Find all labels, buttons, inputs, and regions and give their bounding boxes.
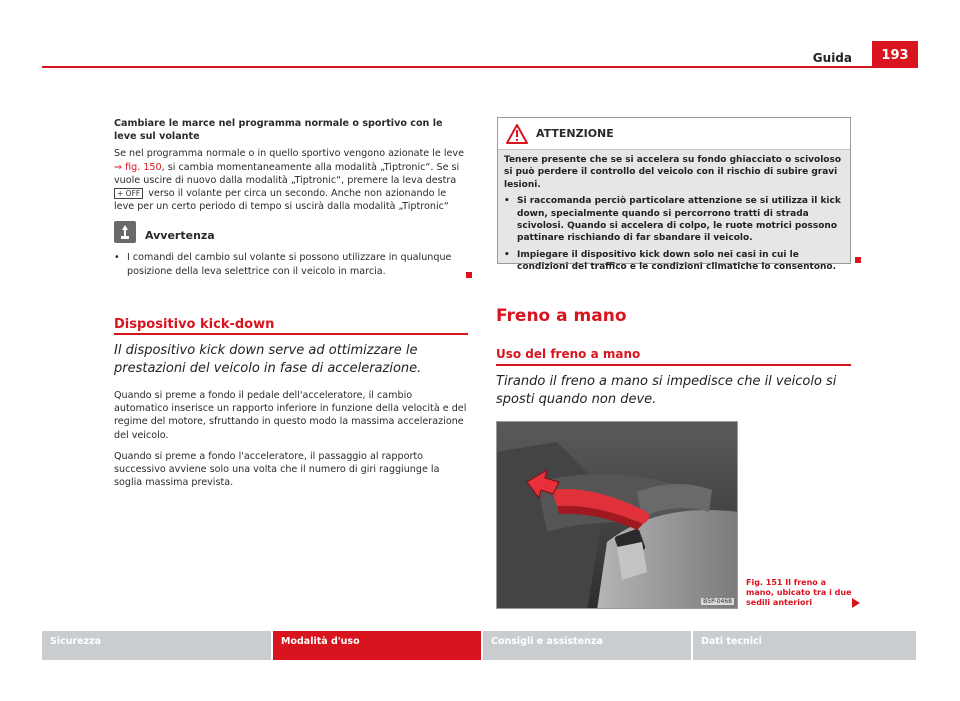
left-column	[114, 117, 468, 278]
footer-tab-modalita-uso[interactable]: Modalità d'uso	[273, 631, 481, 660]
paddle-text-2: , si cambia momentaneamente alla modalità „Tiptronic“. Se si vuole uscire di nuovo dalla modalità „Tiptronic“, premere la leva destra	[114, 161, 460, 186]
handbrake-illustration	[497, 422, 738, 609]
fig-150-link[interactable]: ⇒ fig. 150	[114, 161, 162, 173]
paddle-text-1: Se nel programma normale o in quello sportivo vengono azionate le leve	[114, 148, 465, 160]
warning-triangle-icon	[506, 124, 528, 144]
note-header	[114, 221, 468, 243]
page-number: 193	[872, 41, 918, 68]
header-rule	[42, 66, 918, 68]
paddle-heading: Cambiare le marce nel programma normale o sportivo con le leve sul volante	[114, 118, 443, 143]
footer-tab-dati-tecnici[interactable]: Dati tecnici	[693, 631, 916, 660]
footer-tab-consigli[interactable]: Consigli e assistenza	[483, 631, 691, 660]
end-mark-icon	[466, 272, 472, 278]
handbrake-photo	[496, 421, 738, 609]
kickdown-rule	[114, 333, 468, 335]
figure-caption: Fig. 151 Il freno a mano, ubicato tra i due sedili anteriori	[746, 578, 852, 607]
warning-bullet-2-text: Impiegare il dispositivo kick down solo nei casi in cui le condizioni del traffico e le condizioni climatiche lo consentono.	[517, 249, 837, 273]
note-bullet-text: I comandi del cambio sul volante si possono utilizzare in qualunque posizione della leva selettrice con il veicolo in marcia.	[127, 252, 452, 277]
warning-bullet-1-text: Si raccomanda perciò particolare attenzione se si utilizza il kick down, specialmente quando si percorrono tratti di strada scivolosi. Quando si accelera di colpo, le ruote motrici possono pattinare rischiando di far sbandare il veicolo.	[517, 196, 841, 244]
paddle-paragraph	[114, 147, 468, 213]
paddle-text-3: verso il volante per circa un secondo. Anche non azionando le leve per un certo periodo di tempo si uscirà dalla modalità „Tiptronic“	[114, 188, 449, 213]
note-title: Avvertenza	[145, 228, 215, 242]
figure-code: B5P-0468	[703, 598, 732, 605]
bullet-dot-icon: •	[114, 252, 120, 264]
brake-intro: Tirando il freno a mano si impedisce che il veicolo si sposti quando non deve.	[496, 374, 837, 407]
kickdown-para-1: Quando si preme a fondo il pedale dell'acceleratore, il cambio automatico inserisce un rapporto inferiore in funzione della velocità e del regime del motore, sfruttando in questo modo la massima accelerazione del veicolo.	[114, 390, 467, 441]
warning-para: Tenere presente che se si accelera su fondo ghiacciato o scivoloso si può perdere il controllo del veicolo con il rischio di subire gravi lesioni.	[504, 155, 842, 190]
kickdown-body	[114, 389, 468, 497]
end-mark-icon	[855, 257, 861, 263]
brake-rule	[496, 364, 851, 366]
note-bullet	[114, 251, 468, 277]
bullet-dot-icon: •	[504, 196, 510, 207]
warning-box	[497, 117, 851, 273]
warning-bullet-1	[504, 195, 844, 245]
footer-nav	[42, 631, 918, 660]
kickdown-para-2: Quando si preme a fondo l'acceleratore, il passaggio al rapporto successivo avviene solo una volta che il numero di giri raggiunge la soglia massima prevista.	[114, 450, 440, 489]
footer-tab-sicurezza[interactable]: Sicurezza	[42, 631, 271, 660]
bullet-dot-icon: •	[504, 249, 510, 260]
kickdown-title: Dispositivo kick-down	[114, 317, 275, 332]
continue-arrow-icon	[852, 598, 860, 608]
plus-off-key: + OFF	[114, 188, 143, 199]
brake-title: Freno a mano	[496, 306, 627, 326]
brake-subtitle: Uso del freno a mano	[496, 347, 641, 361]
warning-header	[498, 118, 850, 150]
header-section-title: Guida	[812, 51, 852, 65]
warning-bullet-2	[504, 249, 844, 274]
note-icon	[114, 221, 136, 243]
warning-title: ATTENZIONE	[536, 127, 614, 140]
kickdown-intro: Il dispositivo kick down serve ad ottimizzare le prestazioni del veicolo in fase di accelerazione.	[114, 343, 422, 376]
warning-body	[498, 150, 850, 273]
